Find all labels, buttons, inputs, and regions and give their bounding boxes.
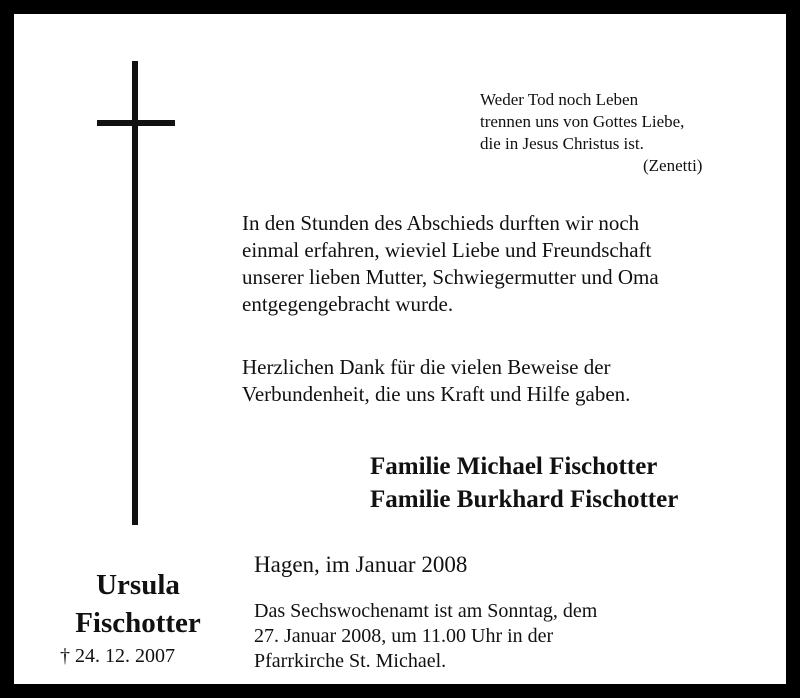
family-name: Familie Burkhard Fischotter: [370, 486, 679, 513]
notice-line: Pfarrkirche St. Michael.: [254, 650, 447, 672]
paragraph-line: In den Stunden des Abschieds durften wir noch: [242, 211, 640, 235]
deceased-last-name: Fischotter: [75, 607, 201, 639]
paragraph-line: Verbundenheit, die uns Kraft und Hilfe gaben.: [242, 382, 631, 406]
death-date: † 24. 12. 2007: [60, 645, 175, 667]
verse-source: (Zenetti): [643, 156, 703, 175]
verse-line: trennen uns von Gottes Liebe,: [480, 112, 685, 131]
bible-verse: [480, 89, 702, 177]
service-notice: [254, 599, 597, 674]
deceased-name: [58, 566, 218, 642]
paragraph-line: einmal erfahren, wieviel Liebe und Freundschaft: [242, 238, 652, 262]
thanks-paragraph-1: [242, 210, 659, 318]
family-name: Familie Michael Fischotter: [370, 453, 658, 480]
paragraph-line: Herzlichen Dank für die vielen Beweise der: [242, 355, 611, 379]
thanks-paragraph-2: [242, 354, 630, 408]
family-signatures: [370, 450, 678, 516]
notice-line: Das Sechswochenamt ist am Sonntag, dem: [254, 600, 598, 622]
paragraph-line: unserer lieben Mutter, Schwiegermutter und Oma: [242, 265, 659, 289]
place-date: Hagen, im Januar 2008: [254, 552, 468, 577]
cross-icon: [132, 61, 138, 525]
verse-line: die in Jesus Christus ist.: [480, 134, 644, 153]
cross-icon-bar: [97, 120, 175, 126]
notice-line: 27. Januar 2008, um 11.00 Uhr in der: [254, 625, 554, 647]
deceased-first-name: Ursula: [96, 569, 180, 601]
verse-line: Weder Tod noch Leben: [480, 90, 639, 109]
paragraph-line: entgegengebracht wurde.: [242, 292, 454, 316]
